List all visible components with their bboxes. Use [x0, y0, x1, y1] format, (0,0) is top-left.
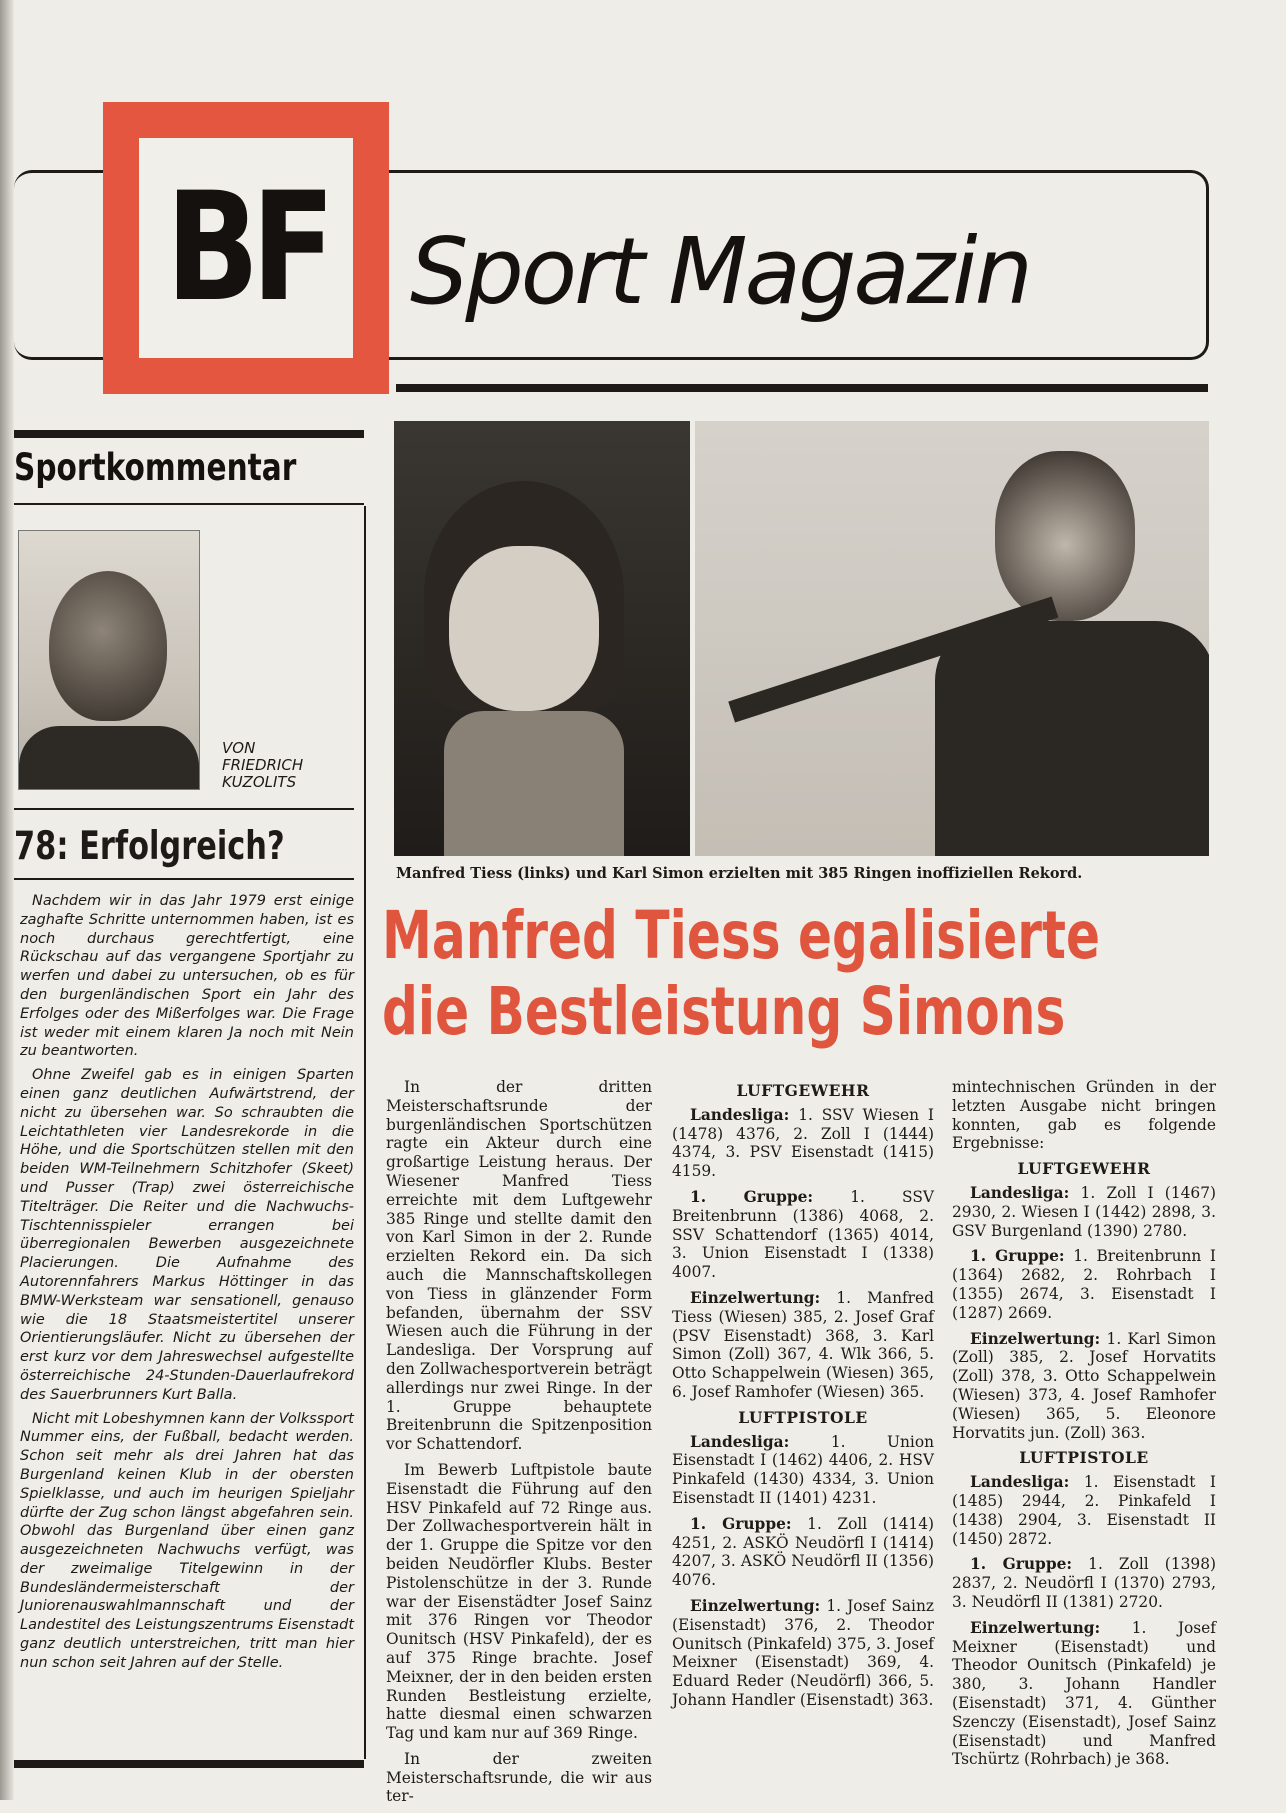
byline-firstname: FRIEDRICH: [222, 756, 304, 774]
article-headline-line1: Manfred Tiess egalisierte: [382, 897, 1100, 974]
author-photo-head: [49, 571, 167, 721]
results-heading: LUFTGEWEHR: [1017, 1159, 1151, 1179]
results-entry: [672, 1188, 934, 1282]
commentary-section-rule: [14, 503, 364, 505]
author-photo: [18, 530, 200, 790]
results-label: 1. Gruppe:: [690, 1514, 792, 1533]
results-entry: [672, 1433, 934, 1508]
results-entry: [672, 1515, 934, 1590]
results-label: Landesliga:: [690, 1432, 790, 1451]
results-entry: [952, 1555, 1216, 1611]
article-column-3: [952, 1078, 1216, 1776]
results-label: Einzelwertung:: [690, 1288, 821, 1307]
results-text: 1. SSV Wiesen I (1478) 4376, 2. Zoll I (1444) 4374, 3. PSV Eisenstadt (1415) 4159.: [672, 1105, 934, 1181]
commentary-paragraph: Nicht mit Lobeshymnen kann der Volkssport Nummer eins, der Fußball, bedacht werden. Schon seit mehr als drei Jahren hat das Burgenland keinen Klub in der obersten Spielklasse, und auch im heurigen Spieljahr dürfte der Zug schon längst abgefahren sein. Obwohl das Burgenland über einen ganz ausgezeichneten Nachwuchs verfügt, was der zweimalige Titelgewinn in der Bundesländermeisterschaft der Juniorenauswahlmannschaft und der Landestitel des Leistungszentrums Eisenstadt ganz deutlich unterstreichen, tritt man hier nun schon seit Jahren auf der Stelle.: [20, 1410, 354, 1671]
photo-figure-face: [449, 546, 599, 711]
results-label: Landesliga:: [970, 1473, 1070, 1492]
results-label: Landesliga:: [690, 1105, 790, 1124]
results-text: 1. Eisenstadt I (1485) 2944, 2. Pinkafeld I (1438) 2904, 3. Eisenstadt II (1450) 2872.: [952, 1473, 1216, 1548]
results-entry: [672, 1289, 934, 1402]
results-entry: [952, 1184, 1216, 1240]
author-photo-suit: [19, 726, 199, 790]
byline-lastname: KUZOLITS: [222, 773, 297, 791]
results-label: 1. Gruppe:: [970, 1555, 1073, 1574]
commentary-bottom-rule: [14, 1760, 364, 1768]
photo-manfred-tiess: [394, 421, 690, 856]
results-heading: LUFTPISTOLE: [738, 1407, 868, 1427]
results-entry: [672, 1106, 934, 1181]
results-text: 1. Zoll (1398) 2837, 2. Neudörfl I (1370) 2793, 3. Neudörfl II (1381) 2720.: [952, 1555, 1216, 1611]
results-text: 1. Zoll (1414) 4251, 2. ASKÖ Neudörfl I (1414) 4207, 3. ASKÖ Neudörfl II (1356) 4076.: [672, 1514, 934, 1590]
article-paragraph: In der dritten Meisterschaftsrunde der burgenländischen Sportschützen ragte ein Akteur durch eine großartige Leistung heraus. Der Wiesener Manfred Tiess erreichte mit dem Luftgewehr 385 Ringe und stellte damit den von Karl Simon in der 2. Runde erzielten Rekord ein. Da sich auch die Mannschaftskollegen von Tiess in glänzender Form befanden, übernahm der SSV Wiesen auch die Führung in der Landesliga. Der Vorsprung auf den Zollwachesportverein beträgt allerdings nur zwei Ringe. In der 1. Gruppe behauptete Breitenbrunn die Spitzenposition vor Schattendorf.: [386, 1078, 652, 1454]
results-label: 1. Gruppe:: [970, 1247, 1065, 1266]
masthead-rule: [396, 384, 1208, 392]
results-text: 1. Zoll I (1467) 2930, 2. Wiesen I (1442) 2898, 3. GSV Burgenland (1390) 2780.: [952, 1183, 1216, 1240]
photo-karl-simon: [695, 421, 1209, 856]
results-label: Einzelwertung:: [690, 1596, 821, 1615]
bf-logo-text: BF: [165, 161, 327, 335]
article-headline: [382, 897, 1100, 1050]
results-entry: [952, 1473, 1216, 1548]
photo-shooter-head: [995, 451, 1135, 621]
commentary-top-rule: [14, 430, 364, 438]
results-heading: LUFTPISTOLE: [1019, 1448, 1149, 1468]
results-text: 1. Union Eisenstadt I (1462) 4406, 2. HSV Pinkafeld (1430) 4334, 3. Union Eisenstadt II (1401) 4231.: [672, 1432, 934, 1507]
magazine-title: Sport Magazin: [410, 218, 1030, 325]
article-headline-line2: die Bestleistung Simons: [382, 973, 1066, 1050]
commentary-section-title: Sportkommentar: [14, 446, 297, 489]
results-label: Landesliga:: [970, 1183, 1070, 1202]
bf-logo: [103, 102, 389, 394]
results-entry: [672, 1597, 934, 1710]
results-heading: LUFTGEWEHR: [736, 1081, 870, 1100]
article-paragraph: mintechnischen Gründen in der letzten Ausgabe nicht bringen konnten, gab es folgende Ergebnisse:: [952, 1078, 1216, 1153]
results-text: 1. Josef Meixner (Eisenstadt) und Theodor Ounitsch (Pinkafeld) je 380, 3. Johann Handler (Eisenstadt) 371, 4. Günther Szenczy (Eisenstadt), Josef Sainz (Eisenstadt) und Manfred Tschürtz (Rohrbach) je 368.: [952, 1618, 1216, 1769]
results-text: 1. Breitenbrunn I (1364) 2682, 2. Rohrbach I (1355) 2674, 3. Eisenstadt I (1287) 2669.: [952, 1247, 1216, 1322]
results-text: 1. Josef Sainz (Eisenstadt) 376, 2. Theodor Ounitsch (Pinkafeld) 375, 3. Josef Meixner (Eisenstadt) 369, 4. Eduard Reder (Neudörfl) 366, 5. Johann Handler (Eisenstadt) 363.: [672, 1596, 934, 1709]
commentary-headline: 78: Erfolgreich?: [14, 824, 285, 869]
results-text: 1. SSV Breitenbrunn (1386) 4068, 2. SSV Schattendorf (1365) 4014, 3. Union Eisenstadt I (1338) 4007.: [672, 1187, 934, 1282]
commentary-paragraph: Nachdem wir in das Jahr 1979 erst einige zaghafte Schritte unternommen haben, ist es noch durchaus gerechtfertigt, eine Rückschau auf das vergangene Sportjahr zu werfen und dabei zu untersuchen, ob es für den burgenländischen Sport ein Jahr des Erfolges oder des Mißerfolges war. Die Frage ist weder mit einem klaren Ja noch mit Nein zu beantworten.: [20, 893, 354, 1060]
commentary-text-rule: [14, 878, 354, 880]
results-entry: [952, 1330, 1216, 1443]
photo-caption: Manfred Tiess (links) und Karl Simon erzielten mit 385 Ringen inoffiziellen Rekord.: [396, 865, 1083, 882]
results-label: Einzelwertung:: [970, 1329, 1101, 1348]
photo-figure-collar: [444, 711, 624, 856]
byline-prefix: VON: [222, 739, 256, 757]
article-column-1: [386, 1078, 652, 1813]
byline: [222, 740, 303, 791]
results-text: 1. Manfred Tiess (Wiesen) 385, 2. Josef Graf (PSV Eisenstadt) 368, 3. Karl Simon (Zoll) 367, 4. Wlk 366, 5. Otto Schappelwein (Wiesen) 365, 6. Josef Ramhofer (Wiesen) 365.: [672, 1288, 934, 1401]
article-paragraph: In der zweiten Meisterschaftsrunde, die wir aus ter-: [386, 1749, 652, 1806]
results-label: 1. Gruppe:: [690, 1187, 814, 1206]
results-entry: [952, 1619, 1216, 1769]
results-label: Einzelwertung:: [970, 1618, 1101, 1637]
results-text: 1. Karl Simon (Zoll) 385, 2. Josef Horvatits (Zoll) 378, 3. Otto Schappelwein (Wiesen) 373, 4. Josef Ramhofer (Wiesen) 365, 5. Eleonore Horvatits jun. (Zoll) 363.: [952, 1329, 1216, 1442]
photo-shooter-body: [935, 621, 1209, 856]
bf-logo-inner: [139, 138, 353, 358]
commentary-headline-rule: [14, 808, 354, 810]
commentary-body: [20, 892, 354, 1678]
article-column-2: [672, 1078, 934, 1717]
page-edge-shadow: [0, 0, 14, 1800]
commentary-paragraph: Ohne Zweifel gab es in einigen Sparten einen ganz deutlichen Aufwärtstrend, der nicht zu übersehen war. So schraubten die Leichtathleten vier Landesrekorde in die Höhe, und die Sportschützen stellen mit den beiden WM-Teilnehmern Schitzhofer (Skeet) und Pusser (Trap) zwei österreichische Titelträger. Die Reiter und die Nachwuchs-Tischtennisspieler errangen bei überregionalen Bewerben ausgezeichnete Placierungen. Die Aufnahme des Autorennfahrers Markus Höttinger in das BMW-Werksteam war sensationell, genauso wie die 18 Staatsmeistertitel unserer Orientierungsläufer. Nicht zu übersehen der erst kurz vor dem Jahreswechsel aufgestellte österreichische 24-Stunden-Dauerlaufrekord des Sauerbrunners Kurt Balla.: [20, 1067, 354, 1403]
results-entry: [952, 1247, 1216, 1322]
article-paragraph: Im Bewerb Luftpistole baute Eisenstadt die Führung auf den HSV Pinkafeld auf 72 Ringe aus. Der Zollwachesportverein hält in der 1. Gruppe die Spitze vor den beiden Neudörfler Klubs. Bester Pistolenschütze in der 3. Runde war der Eisenstädter Josef Sainz mit 376 Ringen vor Theodor Ounitsch (HSV Pinkafeld), der es auf 375 Ringe brachte. Josef Meixner, der in den beiden ersten Runden Bestleistung erzielte, hatte diesmal einen schwarzen Tag und kam nur auf 369 Ringe.: [386, 1460, 652, 1743]
